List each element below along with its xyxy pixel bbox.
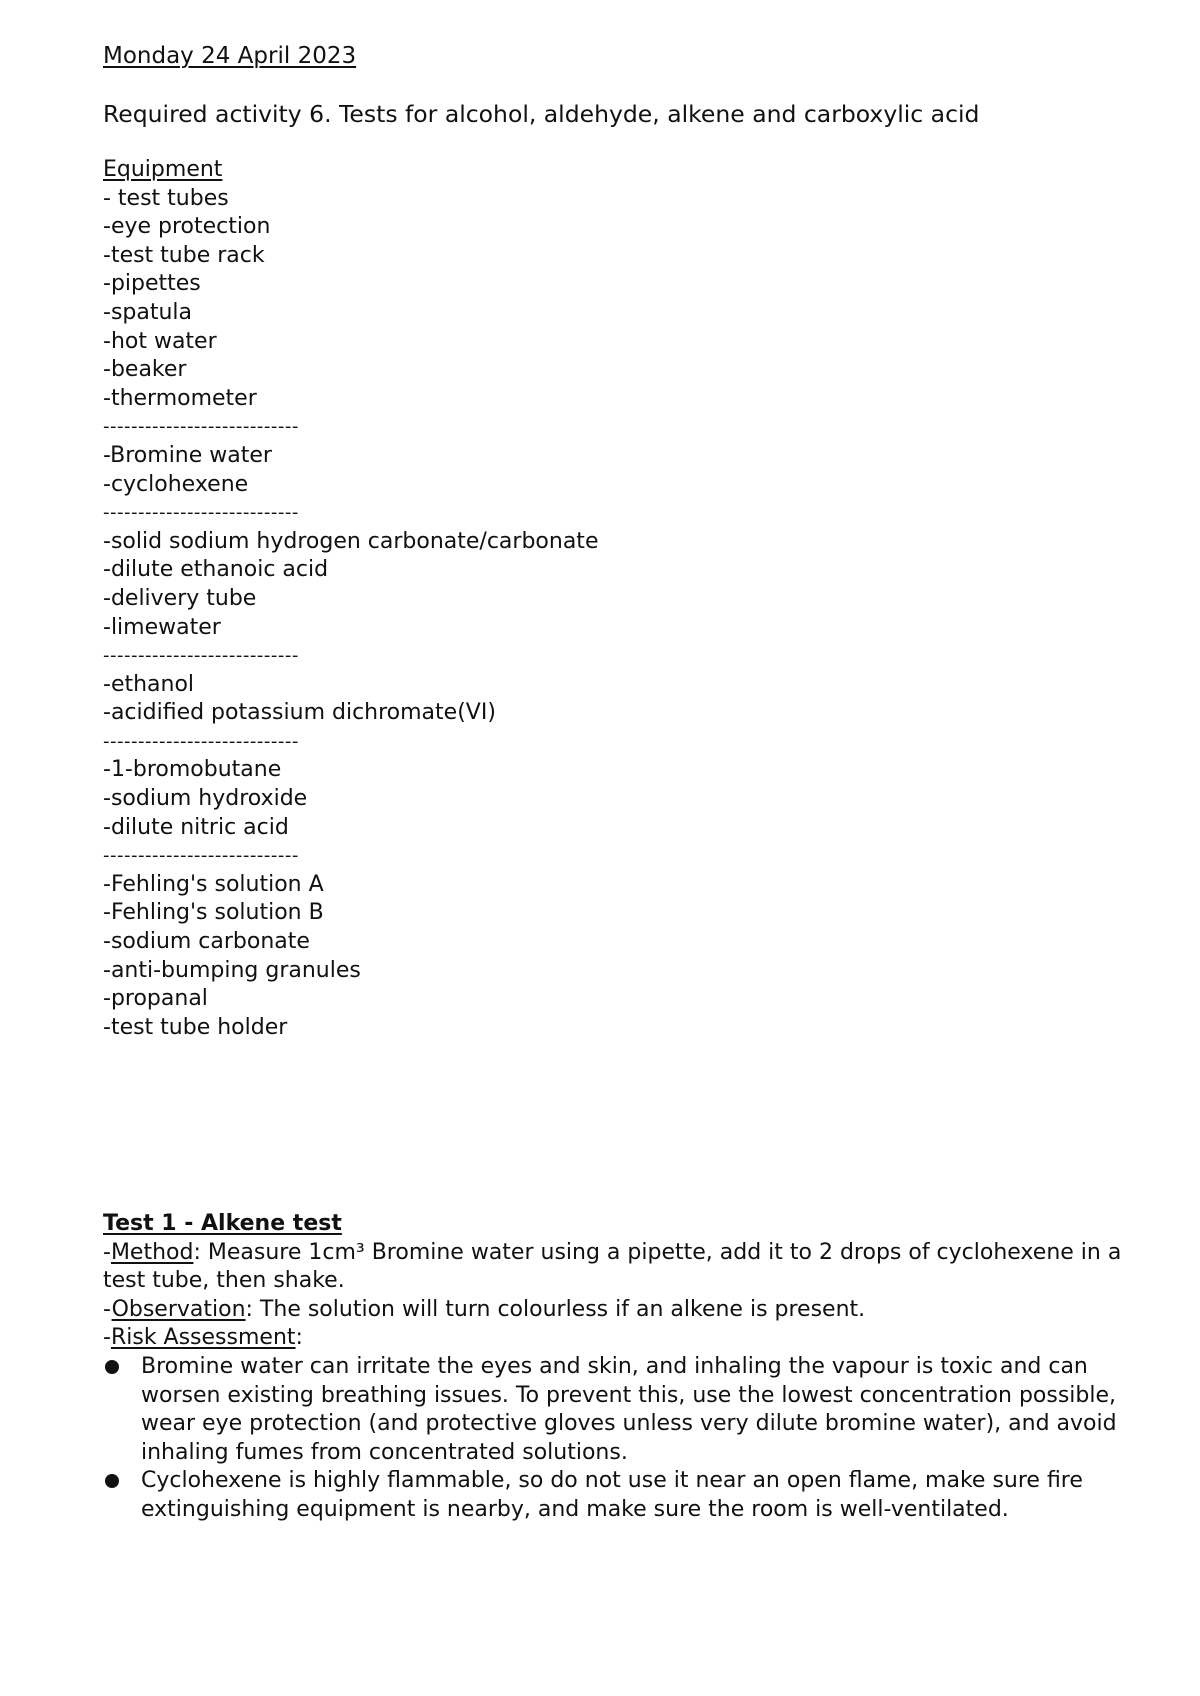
document-title: Required activity 6. Tests for alcohol, aldehyde, alkene and carboxylic acid [103, 100, 980, 128]
equipment-item: -hot water [103, 328, 217, 354]
equipment-item: -1-bromobutane [103, 757, 282, 783]
method-paragraph: -Method: Measure 1cm³ Bromine water using a pipette, add it to 2 drops of cyclohexene in a test tube, then shake. [103, 1239, 1122, 1294]
equipment-item: -Fehling's solution A [103, 871, 324, 897]
equipment-item: -dilute ethanoic acid [103, 557, 329, 583]
risk-bullet [103, 1353, 1123, 1467]
equipment-item: - test tubes [103, 185, 229, 211]
observation-paragraph: -Observation: The solution will turn colourless if an alkene is present. [103, 1296, 866, 1322]
equipment-list [103, 185, 1120, 1043]
bullet-icon [105, 1474, 119, 1488]
method-text: : Measure 1cm³ Bromine water using a pipette, add it to 2 drops of cyclohexene in a test tube, then shake. [103, 1239, 1122, 1294]
equipment-item: -anti-bumping granules [103, 957, 361, 983]
risk-suffix: : [295, 1325, 303, 1351]
equipment-item: -Fehling's solution B [103, 900, 324, 926]
observation-label: Observation [111, 1296, 246, 1322]
group-separator: ---------------------------- [103, 845, 299, 867]
document-date: Monday 24 April 2023 [103, 43, 357, 69]
equipment-item: -propanal [103, 986, 208, 1012]
equipment-item: -sodium carbonate [103, 929, 310, 955]
equipment-item: -acidified potassium dichromate(VI) [103, 700, 496, 726]
equipment-item: -Bromine water [103, 442, 272, 468]
group-separator: ---------------------------- [103, 645, 299, 667]
method-label: Method [110, 1239, 194, 1265]
equipment-item: -dilute nitric acid [103, 814, 289, 840]
equipment-item: -test tube holder [103, 1014, 288, 1040]
risk-bullet [103, 1467, 1123, 1524]
equipment-item: -cyclohexene [103, 471, 249, 497]
group-separator: ---------------------------- [103, 502, 299, 524]
equipment-heading: Equipment [103, 157, 223, 182]
equipment-item: -spatula [103, 299, 193, 325]
risk-text: Cyclohexene is highly flammable, so do not use it near an open flame, make sure fire extinguishing equipment is nearby, and make sure the room is well-ventilated. [141, 1468, 1083, 1522]
risk-assessment-heading: -Risk Assessment: [103, 1325, 303, 1351]
bullet-icon [105, 1360, 119, 1374]
equipment-item: -sodium hydroxide [103, 786, 308, 812]
equipment-item: -delivery tube [103, 585, 257, 611]
risk-label: Risk Assessment [110, 1325, 296, 1351]
risk-text: Bromine water can irritate the eyes and skin, and inhaling the vapour is toxic and can worsen existing breathing issues. To prevent this, use the lowest concentration possible, wear eye protection (and protective gloves unless very dilute bromine water), and avoid inhaling fumes from concentrated solutions. [141, 1353, 1117, 1465]
equipment-item: -test tube rack [103, 242, 265, 268]
test-1-heading: Test 1 - Alkene test [103, 1211, 342, 1236]
test-1-section [103, 1210, 1123, 1525]
equipment-item: -ethanol [103, 671, 195, 697]
equipment-item: -beaker [103, 357, 187, 383]
equipment-item: -pipettes [103, 271, 201, 297]
equipment-item: -solid sodium hydrogen carbonate/carbonate [103, 528, 599, 554]
equipment-item: -thermometer [103, 385, 257, 411]
group-separator: ---------------------------- [103, 416, 299, 438]
group-separator: ---------------------------- [103, 730, 299, 752]
observation-text: : The solution will turn colourless if an alkene is present. [245, 1296, 866, 1322]
equipment-item: -limewater [103, 614, 221, 640]
equipment-item: -eye protection [103, 214, 271, 240]
